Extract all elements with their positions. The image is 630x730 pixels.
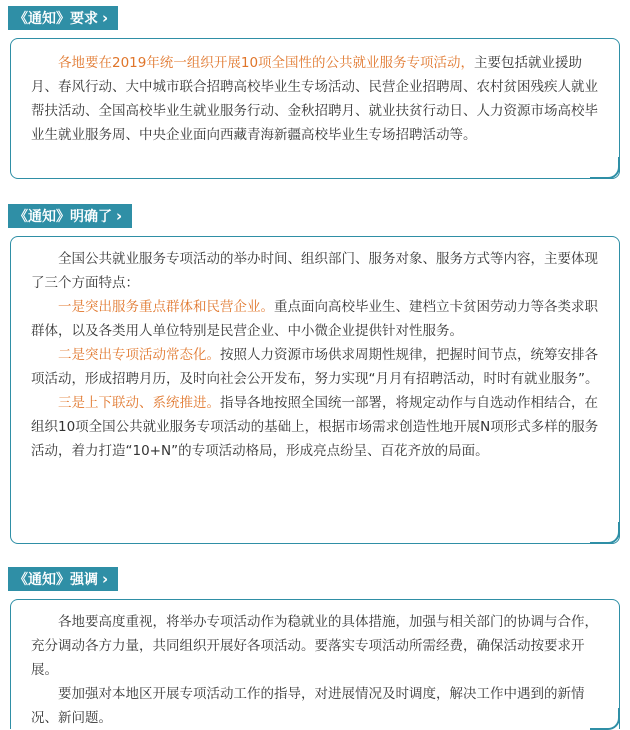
- feature-three-paragraph: [31, 391, 603, 463]
- emphasizes-box: [10, 599, 620, 729]
- emphasizes-paragraph-1: [31, 610, 603, 682]
- chevron-right-icon: ›: [116, 207, 123, 225]
- section-tag-label: 《通知》强调: [14, 572, 98, 588]
- section-tag-requirements: [8, 6, 118, 30]
- body-text: 主要包括就业援助月、春风行动、大中城市联合招聘高校毕业生专场活动、民营企业招聘周、农村贫困残疾人就业帮扶活动、全国高校毕业生就业服务行动、金秋招聘月、就业扶贫行动日、人力资源市场高校毕业生就业服务周、中央企业面向西藏青海新疆高校毕业生专场招聘活动等。: [31, 55, 598, 143]
- body-text: 指导各地按照全国统一部署，将规定动作与自选动作相结合，在组织10项全国公共就业服务专项活动的基础上，根据市场需求创造性地开展N项形式多样的服务活动，着力打造“10+N”的专项活动格局，形成亮点纷呈、百花齐放的局面。: [31, 395, 599, 459]
- section-tag-emphasizes: [8, 567, 118, 591]
- highlight-text: 三是上下联动、系统推进。: [58, 395, 220, 411]
- clarifies-box: [10, 236, 620, 544]
- section-tag-label: 《通知》明确了: [14, 209, 112, 225]
- highlight-text: 一是突出服务重点群体和民营企业。: [58, 299, 274, 315]
- requirements-paragraph: [31, 51, 603, 147]
- feature-one-paragraph: [31, 295, 603, 343]
- body-text: 各地要高度重视，将举办专项活动作为稳就业的具体措施，加强与相关部门的协调与合作，充分调动各方力量，共同组织开展好各项活动。要落实专项活动所需经费，确保活动按要求开展。: [31, 614, 598, 678]
- requirements-box: [10, 38, 620, 179]
- body-text: 要加强对本地区开展专项活动工作的指导，对进展情况及时调度，解决工作中遇到的新情况、新问题。: [31, 686, 585, 726]
- body-text: 全国公共就业服务专项活动的举办时间、组织部门、服务对象、服务方式等内容，主要体现了三个方面特点：: [31, 251, 598, 291]
- section-tag-clarifies: [8, 204, 132, 228]
- feature-two-paragraph: [31, 343, 603, 391]
- chevron-right-icon: ›: [102, 9, 109, 27]
- highlight-text: 各地要在2019年统一组织开展10项全国性的公共就业服务专项活动，: [58, 55, 475, 71]
- clarifies-intro-paragraph: [31, 247, 603, 295]
- chevron-right-icon: ›: [102, 570, 109, 588]
- body-text: 重点面向高校毕业生、建档立卡贫困劳动力等各类求职群体，以及各类用人单位特别是民营企业、中小微企业提供针对性服务。: [31, 299, 598, 339]
- emphasizes-paragraph-2: [31, 682, 603, 730]
- section-tag-label: 《通知》要求: [14, 11, 98, 27]
- body-text: 按照人力资源市场供求周期性规律，把握时间节点，统筹安排各项活动，形成招聘月历，及时向社会公开发布，努力实现“月月有招聘活动，时时有就业服务”。: [31, 347, 599, 387]
- highlight-text: 二是突出专项活动常态化。: [58, 347, 220, 363]
